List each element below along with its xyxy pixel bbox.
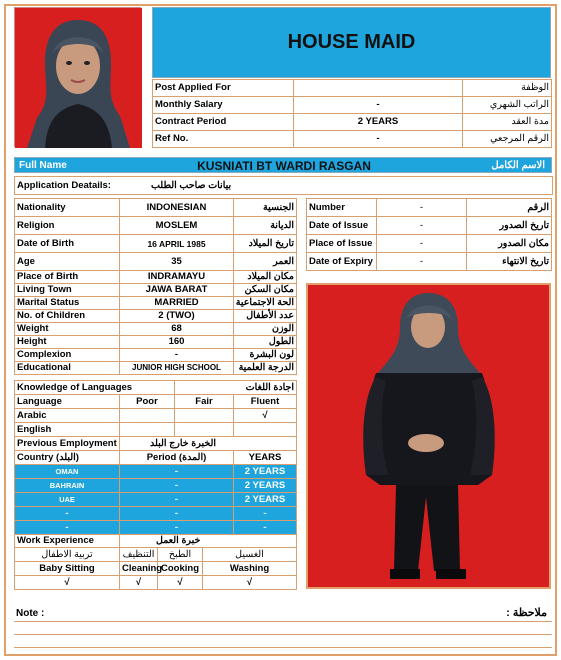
education-value: JUNIOR HIGH SCHOOL [120,362,234,375]
children-ar: عدد الأطفال [234,310,297,323]
place-issue-ar: مكان الصدور [467,235,552,253]
marital-label: Marital Status [15,297,120,310]
application-label-text: Application Deatails: [17,179,111,191]
languages-ar [175,381,297,395]
post-applied-value [294,80,463,97]
complexion-value: - [120,349,234,362]
note-label: Note : [16,608,45,619]
marital-ar: الحة الاجتماعية [234,297,297,310]
children-value: 2 (TWO) [120,310,234,323]
passport-table [306,198,552,271]
note-ar: ملاحظة : [506,607,547,619]
date-issue-ar: تاريخ الصدور [467,217,552,235]
lang-arabic-poor [120,409,175,423]
personal-table [14,198,297,375]
education-label: Educational [15,362,120,375]
ref-no-label: Ref No. [153,131,294,148]
emp-row-period: - [120,493,234,507]
experience-ar-text: خبرة العمل [156,535,201,546]
employment-ar [120,437,297,451]
number-ar: الرقم [467,199,552,217]
lang-english-fluent [234,423,297,437]
religion-value: MOSLEM [120,217,234,235]
exp-washing: Washing [203,562,297,576]
date-expiry-label: Date of Expiry [307,253,377,271]
title-banner [152,7,551,78]
employment-label: Previous Employment [15,437,120,451]
dob-value: 16 APRIL 1985 [120,235,234,253]
height-ar: الطول [234,336,297,349]
complexion-label: Complexion [15,349,120,362]
living-town-label: Living Town [15,284,120,297]
pob-value: INDRAMAYU [120,271,234,284]
date-expiry-value: - [377,253,467,271]
ref-no-ar: الرقم المرجعي [463,131,552,148]
full-name-bar [14,157,552,173]
lang-english-fair [175,423,234,437]
exp-baby-sitting: Baby Sitting [15,562,120,576]
date-expiry-ar: تاريخ الانتهاء [467,253,552,271]
lang-header-poor: Poor [120,395,175,409]
application-label-ar: بيانات صاحب الطلب [150,179,232,191]
note-line [14,647,552,648]
emp-row-years: - [234,507,297,521]
number-label: Number [307,199,377,217]
pob-ar: مكان الميلاد [234,271,297,284]
religion-ar: الديانة [234,217,297,235]
monthly-salary-ar: الراتب الشهري [463,97,552,114]
emp-row-period: - [120,465,234,479]
lang-header-fair: Fair [175,395,234,409]
dob-label: Date of Birth [15,235,120,253]
experience-ar [120,535,297,548]
dob-ar: تاريخ الميلاد [234,235,297,253]
note-line [14,621,552,622]
full-body-photo [306,283,551,589]
age-label: Age [15,253,120,271]
age-value: 35 [120,253,234,271]
number-value: - [377,199,467,217]
pob-label: Place of Birth [15,271,120,284]
exp-check-cleaning: √ [120,576,158,590]
lang-arabic-fair [175,409,234,423]
children-label: No. of Children [15,310,120,323]
monthly-salary-label: Monthly Salary [153,97,294,114]
application-details-row [14,176,553,195]
emp-header-period: Period (المدة) [120,451,234,465]
marital-value: MARRIED [120,297,234,310]
exp-cooking: Cooking [158,562,203,576]
religion-label: Religion [15,217,120,235]
contract-period-value: 2 YEARS [294,114,463,131]
weight-value: 68 [120,323,234,336]
languages-ar-text: اجادة اللغات [245,381,295,393]
lang-arabic-fluent: √ [234,409,297,423]
emp-row-country: - [15,521,120,535]
contract-period-ar: مدة العقد [463,114,552,131]
portrait-photo [14,7,141,147]
emp-row-years: - [234,521,297,535]
emp-row-period: - [120,521,234,535]
lang-english-poor [120,423,175,437]
post-applied-ar: الوظفة [463,80,552,97]
emp-row-period: - [120,507,234,521]
emp-row-country: - [15,507,120,521]
emp-header-country: Country (البلد) [15,451,120,465]
emp-row-years: 2 YEARS [234,493,297,507]
post-applied-label: Post Applied For [153,80,294,97]
exp-ar-cleaning: التنظيف [120,548,158,562]
place-issue-value: - [377,235,467,253]
emp-row-country: OMAN [15,465,120,479]
exp-check-washing: √ [203,576,297,590]
date-issue-label: Date of Issue [307,217,377,235]
nationality-ar: الجنسية [234,199,297,217]
weight-ar: الوزن [234,323,297,336]
full-name-ar: الاسم الكامل [491,160,545,171]
ref-no-value: - [294,131,463,148]
emp-row-country: BAHRAIN [15,479,120,493]
complexion-ar: لون البشرة [234,349,297,362]
living-town-value: JAWA BARAT [120,284,234,297]
note-line [14,634,552,635]
full-name-label: Full Name [19,160,67,171]
monthly-salary-value: - [294,97,463,114]
emp-header-years: YEARS [234,451,297,465]
date-issue-value: - [377,217,467,235]
lang-english-label: English [15,423,120,437]
place-issue-label: Place of Issue [307,235,377,253]
emp-row-years: 2 YEARS [234,479,297,493]
exp-check-baby-sitting: √ [15,576,120,590]
experience-table [14,534,297,590]
lang-arabic-label: Arabic [15,409,120,423]
employment-ar-text: الخبرة خارج البلد [150,437,217,449]
exp-cleaning: Cleaning [120,562,158,576]
full-name-value: KUSNIATI BT WARDI RASGAN [197,159,371,173]
experience-label: Work Experience [15,535,120,548]
languages-table [14,380,297,437]
page-title: HOUSE MAID [287,31,416,53]
application-label [15,177,553,195]
lang-header-fluent: Fluent [234,395,297,409]
nationality-value: INDONESIAN [120,199,234,217]
nationality-label: Nationality [15,199,120,217]
post-table [152,79,552,148]
exp-check-cooking: √ [158,576,203,590]
languages-label: Knowledge of Languages [15,381,175,395]
emp-row-country: UAE [15,493,120,507]
employment-table [14,436,297,535]
living-town-ar: مكان السكن [234,284,297,297]
age-ar: العمر [234,253,297,271]
exp-ar-washing: الغسيل [203,548,297,562]
height-label: Height [15,336,120,349]
exp-ar-cooking: الطبخ [158,548,203,562]
education-ar: الدرجة العلمية [234,362,297,375]
weight-label: Weight [15,323,120,336]
contract-period-label: Contract Period [153,114,294,131]
emp-row-period: - [120,479,234,493]
lang-header-language: Language [15,395,120,409]
emp-row-years: 2 YEARS [234,465,297,479]
exp-ar-baby-sitting: تربية الاطفال [15,548,120,562]
height-value: 160 [120,336,234,349]
